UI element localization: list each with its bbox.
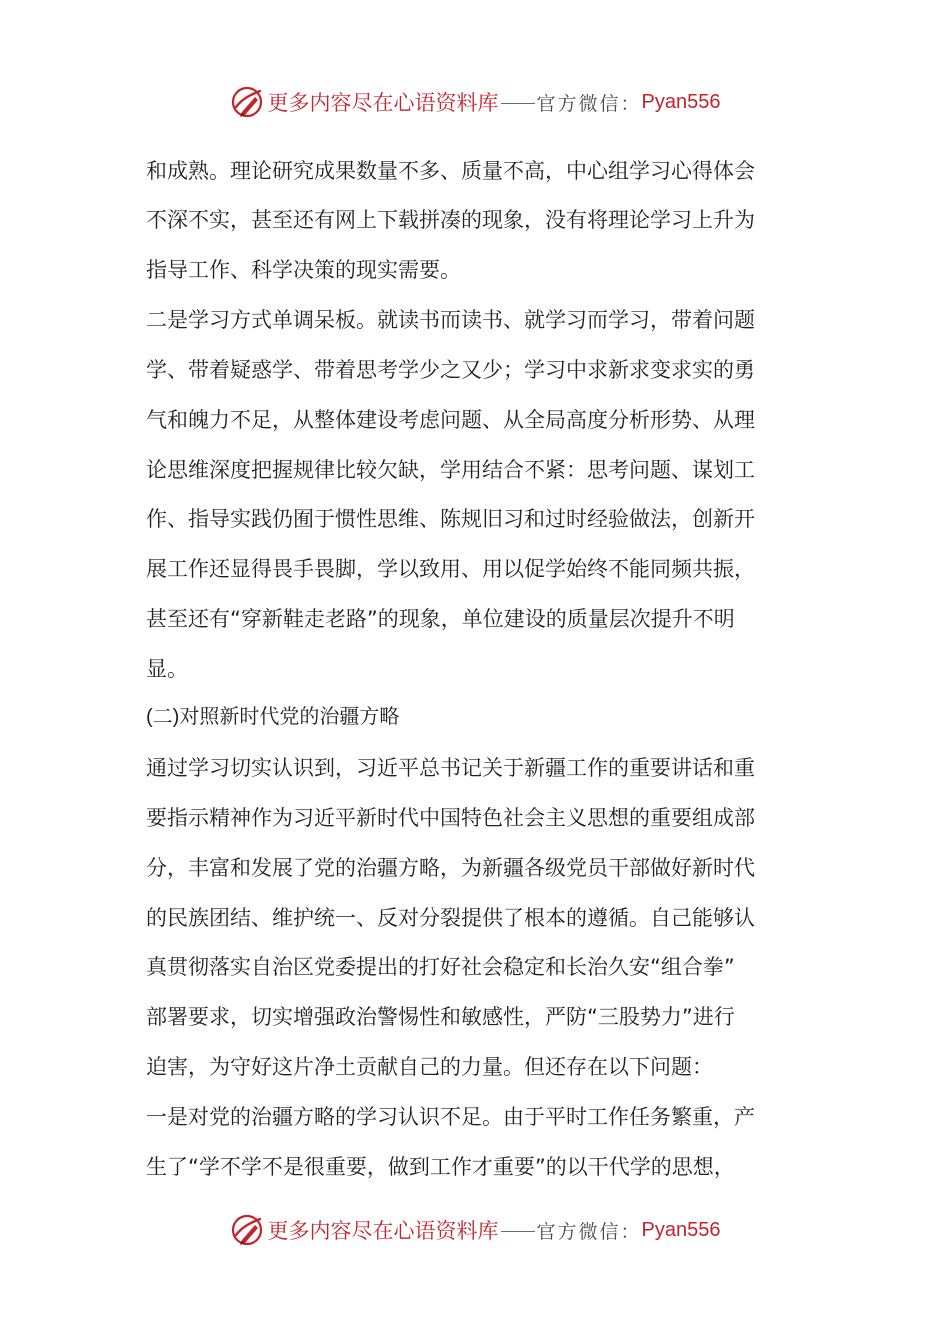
body-line: 展工作还显得畏手畏脚，学以致用、用以促学始终不能同频共振，: [146, 557, 755, 581]
body-line: 一是对党的治疆方略的学习认识不足。由于平时工作任务繁重，产: [146, 1105, 755, 1129]
body-line: 生了“学不学不是很重要，做到工作才重要”的以干代学的思想，: [146, 1155, 735, 1179]
banner-wechat-id: Pyan556: [641, 1218, 721, 1241]
body-line: 学、带着疑惑学、带着思考学少之又少；学习中求新求变求实的勇: [146, 358, 755, 382]
body-line: 迫害，为守好这片净土贡献自己的力量。但还存在以下问题：: [146, 1055, 713, 1079]
banner-contact-label: 官方微信：: [536, 92, 642, 115]
body-line: 论思维深度把握规律比较欠缺，学用结合不紧：思考问题、谋划工: [146, 458, 755, 482]
pen-scroll-logo-icon: [230, 85, 264, 119]
banner-contact-label: 官方微信：: [536, 1220, 642, 1243]
body-line: 作、指导实践仍囿于惯性思维、陈规旧习和过时经验做法，创新开: [146, 507, 755, 531]
body-line: 通过学习切实认识到，习近平总书记关于新疆工作的重要讲话和重: [146, 756, 755, 780]
banner-brand-text: 更多内容尽在心语资料库: [267, 91, 499, 115]
header-banner: [0, 82, 950, 122]
body-line: 显。: [146, 657, 188, 681]
body-line: 甚至还有“穿新鞋走老路”的现象，单位建设的质量层次提升不明: [146, 607, 735, 631]
body-line: 的民族团结、维护统一、反对分裂提供了根本的遵循。自己能够认: [146, 906, 755, 930]
body-line: 二是学习方式单调呆板。就读书而读书、就学习而学习，带着问题: [146, 308, 755, 332]
body-line: 部署要求，切实增强政治警惕性和敏感性，严防“三股势力”进行: [146, 1005, 735, 1029]
pen-scroll-logo-icon: [230, 1213, 264, 1247]
body-line: 和成熟。理论研究成果数量不多、质量不高，中心组学习心得体会: [146, 159, 755, 183]
body-line: 要指示精神作为习近平新时代中国特色社会主义思想的重要组成部: [146, 806, 755, 830]
footer-banner: [0, 1210, 950, 1250]
body-line: 真贯彻落实自治区党委提出的打好社会稳定和长治久安“组合拳”: [146, 955, 735, 979]
body-line: 分，丰富和发展了党的治疆方略，为新疆各级党员干部做好新时代: [146, 856, 755, 880]
banner-dash: [501, 103, 535, 104]
banner-dash: [501, 1231, 535, 1232]
banner-wechat-id: Pyan556: [641, 90, 721, 113]
banner-brand-text: 更多内容尽在心语资料库: [267, 1219, 499, 1243]
body-line: 气和魄力不足，从整体建设考虑问题、从全局高度分析形势、从理: [146, 408, 755, 432]
body-line: 不深不实，甚至还有网上下载拼凑的现象，没有将理论学习上升为: [146, 208, 755, 232]
body-line: 指导工作、科学决策的现实需要。: [146, 258, 461, 282]
section-heading: (二)对照新时代党的治疆方略: [146, 706, 400, 728]
